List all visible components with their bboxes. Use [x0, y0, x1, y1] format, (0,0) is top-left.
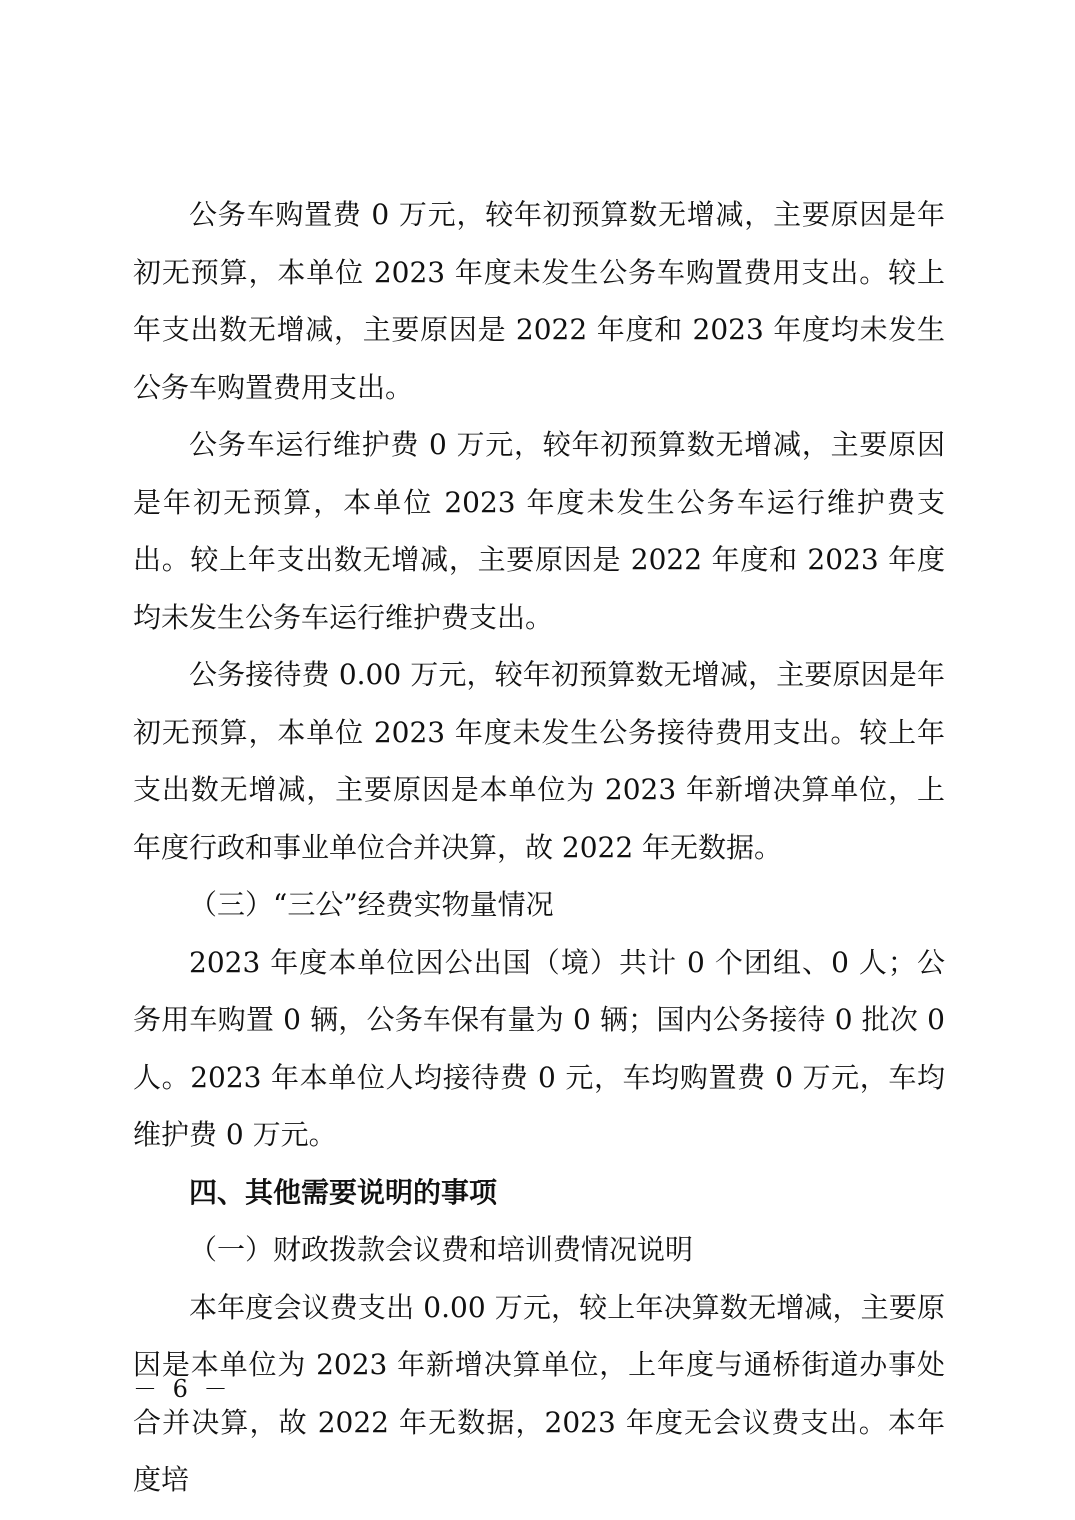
paragraph-meeting-fee: 本年度会议费支出 0.00 万元，较上年决算数无增减，主要原因是本单位为 2023 年新增决算单位，上年度与通桥街道办事处合并决算，故 2022 年无数据，2023 年度无会议费支出。本年度培	[133, 1290, 945, 1496]
paragraph-car-purchase-fee: 公务车购置费 0 万元，较年初预算数无增减，主要原因是年初无预算，本单位 2023 年度未发生公务车购置费用支出。较上年支出数无增减，主要原因是 2022 年度和 2023 年度均未发生公务车购置费用支出。	[133, 198, 945, 404]
paragraph-car-maintenance-fee: 公务车运行维护费 0 万元，较年初预算数无增减，主要原因是年初无预算，本单位 2023 年度未发生公务车运行维护费支出。较上年支出数无增减，主要原因是 2022 年度和 2023 年度均未发生公务车运行维护费支出。	[133, 428, 945, 634]
paragraph-reception-fee: 公务接待费 0.00 万元，较年初预算数无增减，主要原因是年初无预算，本单位 2023 年度未发生公务接待费用支出。较上年支出数无增减，主要原因是本单位为 2023 年新增决算单位，上年度行政和事业单位合并决算，故 2022 年无数据。	[133, 658, 945, 864]
subheading-meeting-training-fees: （一）财政拨款会议费和培训费情况说明	[189, 1233, 694, 1266]
document-body	[133, 186, 945, 1509]
subheading-physical-quantity: （三）“三公”经费实物量情况	[189, 888, 554, 921]
page-number: － 6 －	[133, 1375, 232, 1403]
section-heading-other-matters: 四、其他需要说明的事项	[189, 1175, 498, 1209]
paragraph-physical-quantity: 2023 年度本单位因公出国（境）共计 0 个团组、0 人；公务用车购置 0 辆，公务车保有量为 0 辆；国内公务接待 0 批次 0 人。2023 年本单位人均接待费 0 元，车均购置费 0 万元，车均维护费 0 万元。	[133, 945, 945, 1151]
